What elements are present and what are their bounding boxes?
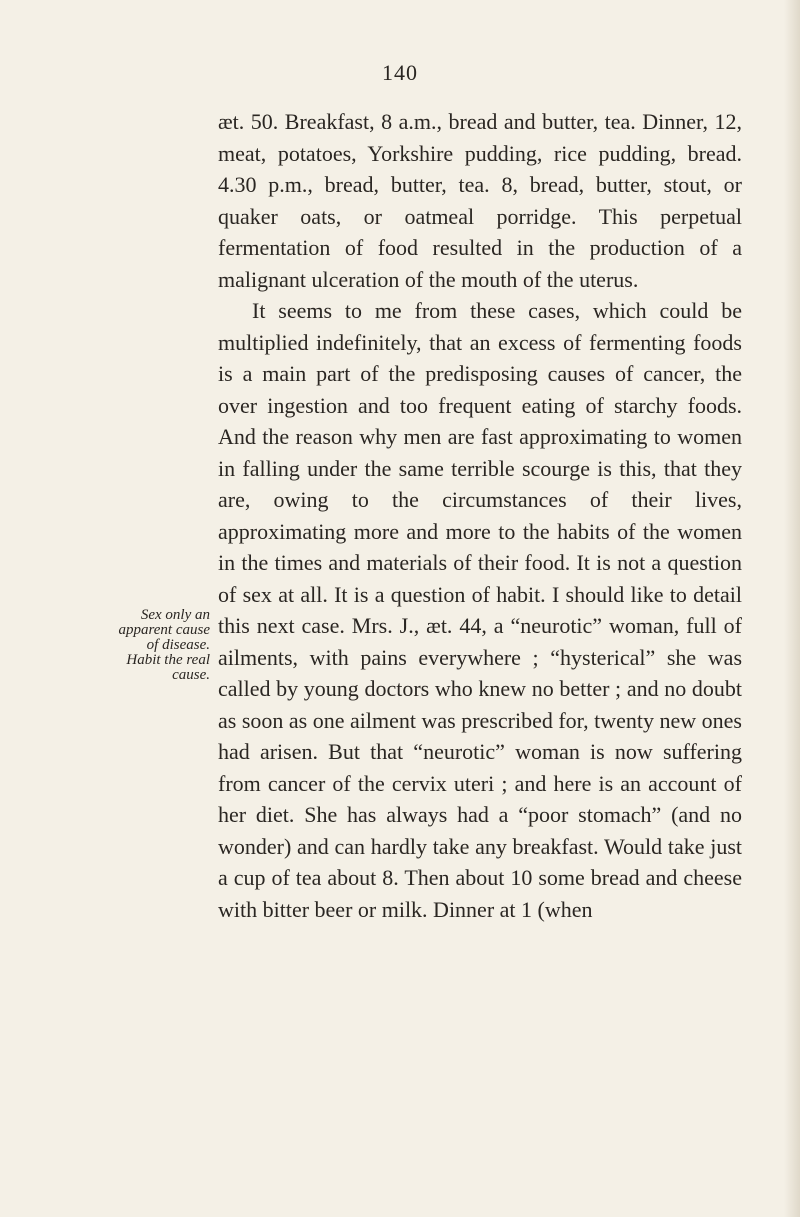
margin-note-line: of disease. xyxy=(146,637,210,653)
margin-note-line: apparent cause xyxy=(118,622,210,638)
paragraph: It seems to me from these cases, which could be multiplied indefinitely, that an excess of fermenting foods is a main part of the predisposing causes of cancer, the over ingestion and too frequent eating of starchy foods. And the reason why men are fast approximating to women in falling under the same terrible scourge is this, that they are, owing to the circumstances of their lives, approximating more and more to the habits of the women in the times and materials of their food. It is not a question of sex at all. It is a question of habit. I should like to detail this next case. Mrs. J., æt. 44, a “neurotic” woman, full of ailments, with pains everywhere ; “hysterical” she was called by young doctors who knew no better ; and no doubt as soon as one ailment was prescribed for, twenty new ones had arisen. But that “neurotic” woman is now suffering from cancer of the cervix uteri ; and here is an account of her diet. She has always had a “poor stomach” (and no wonder) and can hardly take any breakfast. Would take just a cup of tea about 8. Then about 10 some bread and cheese with bitter beer or milk. Dinner at 1 (when xyxy=(218,298,742,922)
margin-note-line: cause. xyxy=(172,667,210,683)
body-text xyxy=(218,106,742,925)
margin-note xyxy=(30,608,210,683)
page-edge xyxy=(784,0,800,1217)
paragraph-continued: æt. 50. Breakfast, 8 a.m., bread and butter, tea. Dinner, 12, meat, potatoes, Yorkshire pudding, rice pudding, bread. 4.30 p.m., bread, butter, tea. 8, bread, butter, stout, or quaker oats, or oatmeal porridge. This perpetual fermentation of food resulted in the production of a malignant ulceration of the mouth of the uterus. xyxy=(218,109,742,292)
page-number: 140 xyxy=(382,60,418,85)
margin-note-line: Sex only an xyxy=(140,607,210,623)
margin-note-line: Habit the real xyxy=(126,652,210,668)
